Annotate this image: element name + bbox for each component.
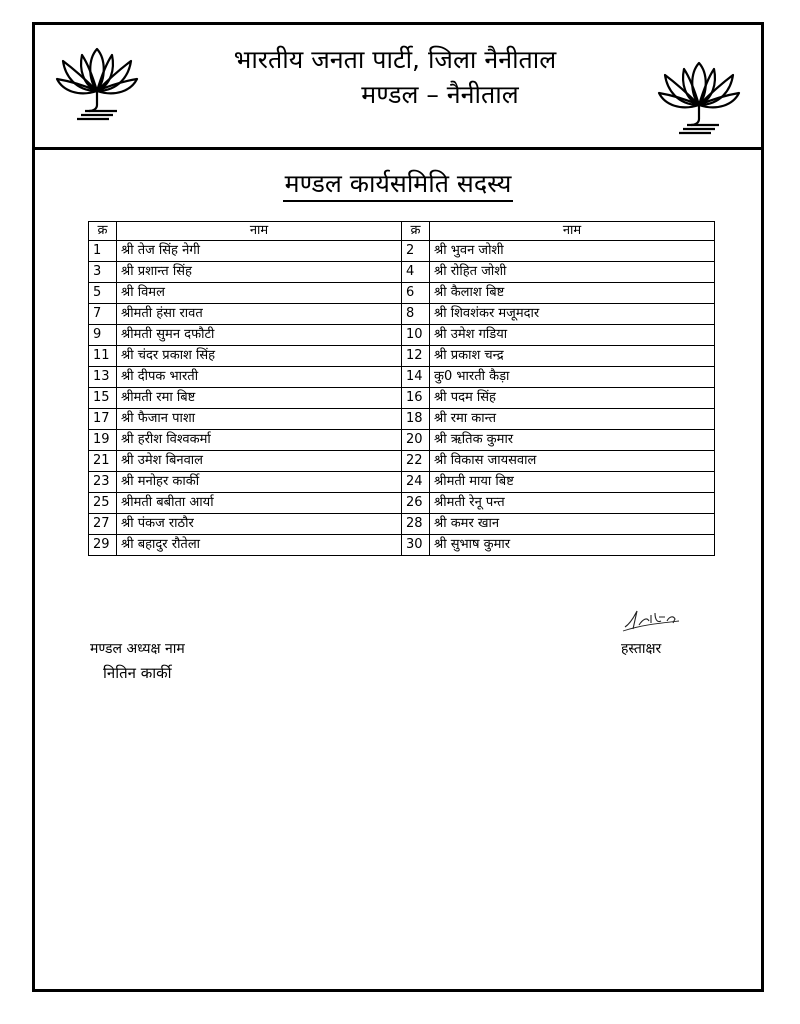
table-row (89, 472, 715, 493)
member-name: श्री रोहित जोशी (430, 262, 715, 283)
member-name: श्रीमती बबीता आर्या (117, 493, 402, 514)
member-serial: 21 (89, 451, 117, 472)
member-serial: 2 (402, 241, 430, 262)
president-label: मण्डल अध्यक्ष नाम (90, 641, 185, 657)
member-name: श्री कैलाश बिष्ट (430, 283, 715, 304)
member-serial: 5 (89, 283, 117, 304)
member-serial: 8 (402, 304, 430, 325)
member-name: श्री विमल (117, 283, 402, 304)
table-row (89, 241, 715, 262)
member-name: श्री तेज सिंह नेगी (117, 241, 402, 262)
document-title: मण्डल कार्यसमिति सदस्य (283, 169, 514, 202)
member-serial: 30 (402, 535, 430, 556)
table-row (89, 535, 715, 556)
lotus-logo-icon (655, 55, 743, 135)
org-name: भारतीय जनता पार्टी, जिला नैनीताल (233, 45, 557, 74)
member-serial: 13 (89, 367, 117, 388)
member-serial: 29 (89, 535, 117, 556)
table-row (89, 430, 715, 451)
member-name: श्री हरीश विश्वकर्मा (117, 430, 402, 451)
member-serial: 23 (89, 472, 117, 493)
lotus-logo-icon (53, 41, 141, 121)
member-name: श्री कमर खान (430, 514, 715, 535)
member-name: श्री सुभाष कुमार (430, 535, 715, 556)
member-name: श्री रमा कान्त (430, 409, 715, 430)
column-header-serial: क्र (89, 222, 117, 241)
member-serial: 27 (89, 514, 117, 535)
member-serial: 1 (89, 241, 117, 262)
mandal-name: मण्डल – नैनीताल (361, 80, 519, 109)
member-name: श्री प्रशान्त सिंह (117, 262, 402, 283)
table-row (89, 283, 715, 304)
table-row (89, 451, 715, 472)
member-serial: 28 (402, 514, 430, 535)
member-serial: 20 (402, 430, 430, 451)
member-serial: 25 (89, 493, 117, 514)
table-header-row (89, 222, 715, 241)
member-name: श्री बहादुर रौतेला (117, 535, 402, 556)
members-table-body (89, 241, 715, 556)
member-serial: 7 (89, 304, 117, 325)
member-name: श्रीमती रेनू पन्त (430, 493, 715, 514)
table-row (89, 325, 715, 346)
president-name: नितिन कार्की (103, 664, 172, 682)
members-table (88, 221, 715, 556)
member-serial: 19 (89, 430, 117, 451)
letterhead (35, 25, 761, 150)
member-name: श्री मनोहर कार्की (117, 472, 402, 493)
member-serial: 14 (402, 367, 430, 388)
table-row (89, 304, 715, 325)
member-name: श्रीमती माया बिष्ट (430, 472, 715, 493)
table-row (89, 514, 715, 535)
member-serial: 16 (402, 388, 430, 409)
member-name: श्री शिवशंकर मजूमदार (430, 304, 715, 325)
member-name: श्री दीपक भारती (117, 367, 402, 388)
member-serial: 12 (402, 346, 430, 367)
member-serial: 4 (402, 262, 430, 283)
table-row (89, 367, 715, 388)
table-row (89, 493, 715, 514)
member-serial: 10 (402, 325, 430, 346)
member-name: श्री फैजान पाशा (117, 409, 402, 430)
column-header-serial: क्र (402, 222, 430, 241)
member-name: श्री भुवन जोशी (430, 241, 715, 262)
member-name: श्रीमती हंसा रावत (117, 304, 402, 325)
member-serial: 6 (402, 283, 430, 304)
table-row (89, 388, 715, 409)
table-row (89, 409, 715, 430)
member-name: श्रीमती रमा बिष्ट (117, 388, 402, 409)
member-name: श्री ऋतिक कुमार (430, 430, 715, 451)
member-name: श्री प्रकाश चन्द्र (430, 346, 715, 367)
member-serial: 26 (402, 493, 430, 514)
member-serial: 15 (89, 388, 117, 409)
member-name: श्री पदम सिंह (430, 388, 715, 409)
signature (621, 605, 681, 633)
column-header-name: नाम (430, 222, 715, 241)
member-serial: 17 (89, 409, 117, 430)
member-serial: 9 (89, 325, 117, 346)
member-name: श्री पंकज राठौर (117, 514, 402, 535)
member-name: कु0 भारती कैड़ा (430, 367, 715, 388)
member-serial: 22 (402, 451, 430, 472)
table-row (89, 346, 715, 367)
document-title-wrap (35, 169, 761, 199)
column-header-name: नाम (117, 222, 402, 241)
member-serial: 18 (402, 409, 430, 430)
member-name: श्री उमेश बिनवाल (117, 451, 402, 472)
member-serial: 3 (89, 262, 117, 283)
member-name: श्री उमेश गडिया (430, 325, 715, 346)
member-serial: 11 (89, 346, 117, 367)
document-frame (32, 22, 764, 992)
member-name: श्री विकास जायसवाल (430, 451, 715, 472)
member-name: श्री चंदर प्रकाश सिंह (117, 346, 402, 367)
member-serial: 24 (402, 472, 430, 493)
member-name: श्रीमती सुमन दफौटी (117, 325, 402, 346)
table-row (89, 262, 715, 283)
signature-label: हस्ताक्षर (621, 641, 662, 657)
